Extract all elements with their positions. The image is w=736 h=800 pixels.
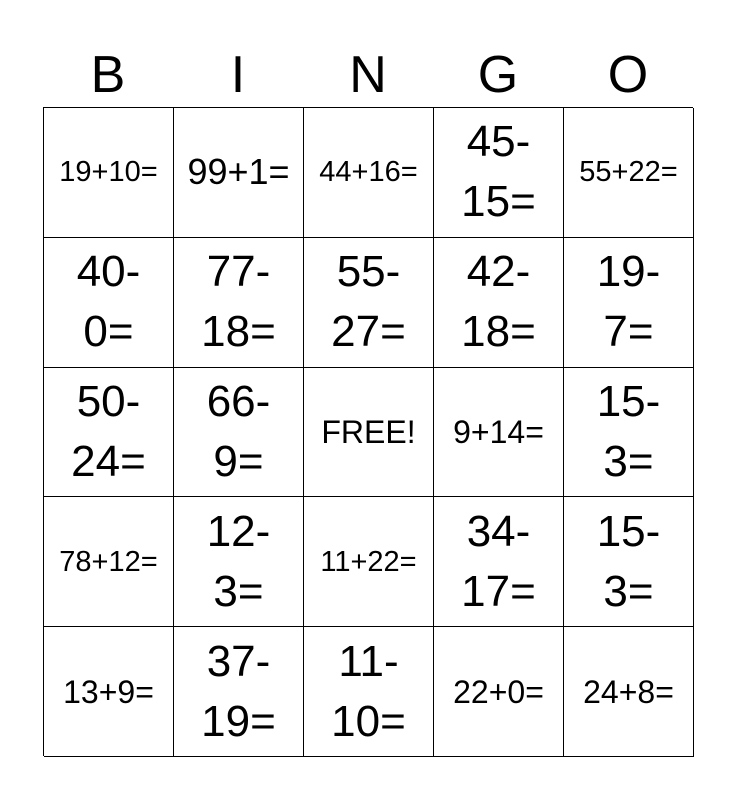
bingo-cell [434,627,564,757]
cell-text: 37- 19= [201,636,276,746]
cell-text: 99+1= [187,151,290,193]
bingo-cell [304,108,434,238]
bingo-cell [174,627,304,757]
bingo-cell [434,238,564,368]
header-letter-o: O [607,46,649,104]
bingo-cell [564,627,694,757]
cell-text: 45- 15= [461,117,536,227]
bingo-cell [44,627,174,757]
cell-text: 42- 18= [461,247,536,357]
bingo-cell [44,238,174,368]
cell-text: 19+10= [59,156,158,189]
header-letter-i: I [230,46,246,104]
cell-text: 78+12= [59,545,158,578]
bingo-cell [304,627,434,757]
bingo-cell [564,368,694,498]
bingo-cell [434,368,564,498]
cell-text: 15- 3= [596,376,661,486]
cell-text: 44+16= [319,156,418,189]
header-letter-b: B [90,46,126,104]
bingo-cell [174,108,304,238]
bingo-cell [564,108,694,238]
cell-text: 40- 0= [76,247,141,357]
bingo-cell [44,368,174,498]
cell-text: 9+14= [453,413,544,450]
free-space-cell [304,368,434,498]
cell-text: 13+9= [63,673,154,710]
bingo-cell [174,368,304,498]
cell-text: 22+0= [453,673,544,710]
header-letter-g: G [477,46,519,104]
bingo-cell [174,497,304,627]
cell-text: 55+22= [579,156,678,189]
cell-text: 34- 17= [461,506,536,616]
cell-text: 15- 3= [596,506,661,616]
bingo-cell [304,238,434,368]
cell-text: 50- 24= [71,376,146,486]
bingo-cell [44,108,174,238]
cell-text: 11+22= [320,545,417,578]
cell-text: 77- 18= [201,247,276,357]
cell-text: 66- 9= [206,376,271,486]
bingo-cell [564,238,694,368]
bingo-cell [304,497,434,627]
cell-text: 24+8= [583,673,674,710]
bingo-cell [434,497,564,627]
bingo-header [43,44,693,106]
cell-text: 12- 3= [206,506,271,616]
bingo-grid [43,107,693,756]
free-space-text: FREE! [321,413,416,450]
bingo-cell [44,497,174,627]
header-letter-n: N [349,46,387,104]
bingo-cell [564,497,694,627]
cell-text: 55- 27= [331,247,406,357]
cell-text: 19- 7= [596,247,661,357]
bingo-cell [174,238,304,368]
bingo-cell [434,108,564,238]
cell-text: 11- 10= [331,636,406,746]
